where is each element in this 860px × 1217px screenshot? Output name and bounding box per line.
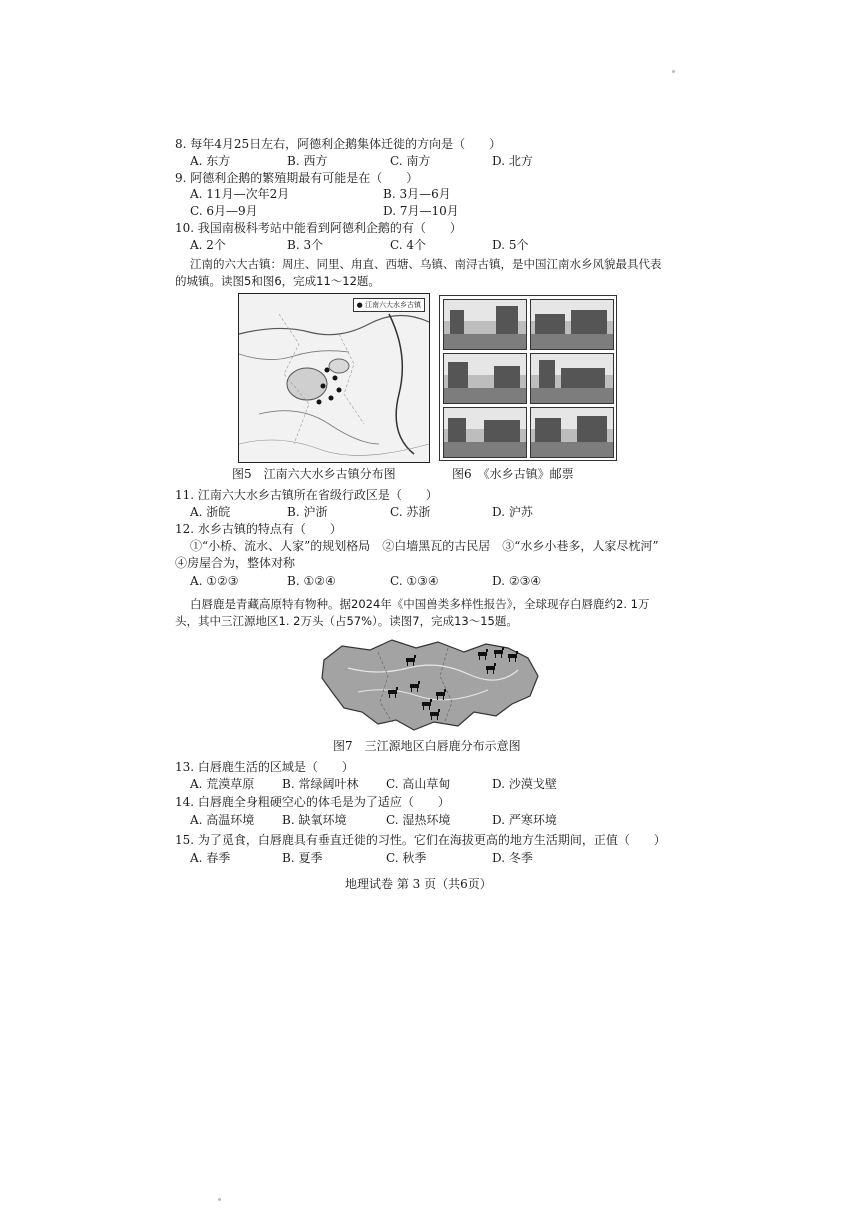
q15-stem: 15. 为了觅食，白唇鹿具有垂直迁徙的习性。它们在海拔更高的地方生活期间，正值（ ） (175, 833, 666, 847)
q12-option-c: C. ①③④ (390, 574, 439, 588)
stamp-4 (530, 353, 614, 404)
q10-stem: 10. 我国南极科考站中能看到阿德利企鹅的有（ ） (175, 221, 462, 235)
q10-option-b: B. 3个 (287, 238, 324, 252)
q8-option-d: D. 北方 (492, 154, 533, 168)
q11-option-b: B. 沪浙 (287, 505, 328, 519)
q11-option-a: A. 浙皖 (190, 505, 231, 519)
q12-option-a: A. ①②③ (190, 574, 239, 588)
figure5-map (238, 293, 430, 463)
q9-stem: 9. 阿德利企鹅的繁殖期最有可能是在（ ） (175, 171, 419, 185)
q12-statements-line1: ①“小桥、流水、人家”的规划格局 ②白墙黑瓦的古民居 ③“水乡小巷多，人家尽枕河” (190, 539, 659, 553)
q12-stem: 12. 水乡古镇的特点有（ ） (175, 522, 342, 536)
scan-speck (672, 70, 675, 73)
q9-option-a: A. 11月—次年2月 (190, 187, 290, 201)
q11-option-d: D. 沪苏 (492, 505, 533, 519)
figure7-caption: 图7 三江源地区白唇鹿分布示意图 (333, 739, 521, 753)
q15-option-c: C. 秋季 (386, 851, 427, 865)
q14-option-b: B. 缺氧环境 (282, 813, 347, 827)
q8-stem: 8. 每年4月25日左右，阿德利企鹅集体迁徙的方向是（ ） (175, 137, 502, 151)
q9-option-c: C. 6月—9月 (190, 204, 258, 218)
q10-option-d: D. 5个 (492, 238, 529, 252)
page-footer: 地理试卷 第 3 页（共6页） (345, 877, 492, 891)
stamp-1 (443, 299, 527, 350)
intro-towns-line2: 的城镇。读图5和图6，完成11～12题。 (175, 274, 380, 288)
q9-option-b: B. 3月—6月 (383, 187, 451, 201)
q11-option-c: C. 苏浙 (390, 505, 431, 519)
q12-statements-line2: ④房屋合为，整体对称 (175, 556, 296, 570)
q8-option-a: A. 东方 (190, 154, 231, 168)
intro-deer-line1: 白唇鹿是青藏高原特有物种。据2024年《中国兽类多样性报告》，全球现存白唇鹿约2. 1万 (190, 597, 650, 611)
q8-option-c: C. 南方 (390, 154, 431, 168)
figure5-caption: 图5 江南六大水乡古镇分布图 (232, 467, 396, 481)
q15-option-d: D. 冬季 (492, 851, 533, 865)
q14-option-a: A. 高温环境 (190, 813, 255, 827)
q13-option-a: A. 荒漠草原 (190, 777, 255, 791)
intro-towns-line1: 江南的六大古镇：周庄、同里、甪直、西塘、乌镇、南浔古镇，是中国江南水乡风貌最具代表 (190, 257, 662, 271)
q10-option-a: A. 2个 (190, 238, 226, 252)
water-towns-map (239, 294, 429, 462)
q14-option-c: C. 湿热环境 (386, 813, 451, 827)
stamp-6 (530, 407, 614, 458)
q11-stem: 11. 江南六大水乡古镇所在省级行政区是（ ） (175, 488, 438, 502)
q12-option-b: B. ①②④ (287, 574, 336, 588)
figure5-legend: ● 江南六大水乡古镇 (353, 298, 425, 312)
scan-speck (218, 1198, 221, 1201)
q9-option-d: D. 7月—10月 (383, 204, 459, 218)
figure6-stamps (439, 295, 617, 461)
q13-option-c: C. 高山草甸 (386, 777, 451, 791)
stamp-5 (443, 407, 527, 458)
q14-option-d: D. 严寒环境 (492, 813, 557, 827)
q13-option-b: B. 常绿阔叶林 (282, 777, 359, 791)
stamp-3 (443, 353, 527, 404)
figure6-caption: 图6 《水乡古镇》邮票 (452, 467, 574, 481)
intro-deer-line2: 头，其中三江源地区1. 2万头（占57%）。读图7，完成13～15题。 (175, 614, 518, 628)
q15-option-a: A. 春季 (190, 851, 231, 865)
q14-stem: 14. 白唇鹿全身粗硬空心的体毛是为了适应（ ） (175, 795, 450, 809)
q15-option-b: B. 夏季 (282, 851, 323, 865)
q10-option-c: C. 4个 (390, 238, 427, 252)
q13-stem: 13. 白唇鹿生活的区域是（ ） (175, 760, 354, 774)
q12-option-d: D. ②③④ (492, 574, 542, 588)
figure7-map (318, 632, 542, 732)
stamp-2 (530, 299, 614, 350)
q8-option-b: B. 西方 (287, 154, 328, 168)
q13-option-d: D. 沙漠戈壁 (492, 777, 557, 791)
